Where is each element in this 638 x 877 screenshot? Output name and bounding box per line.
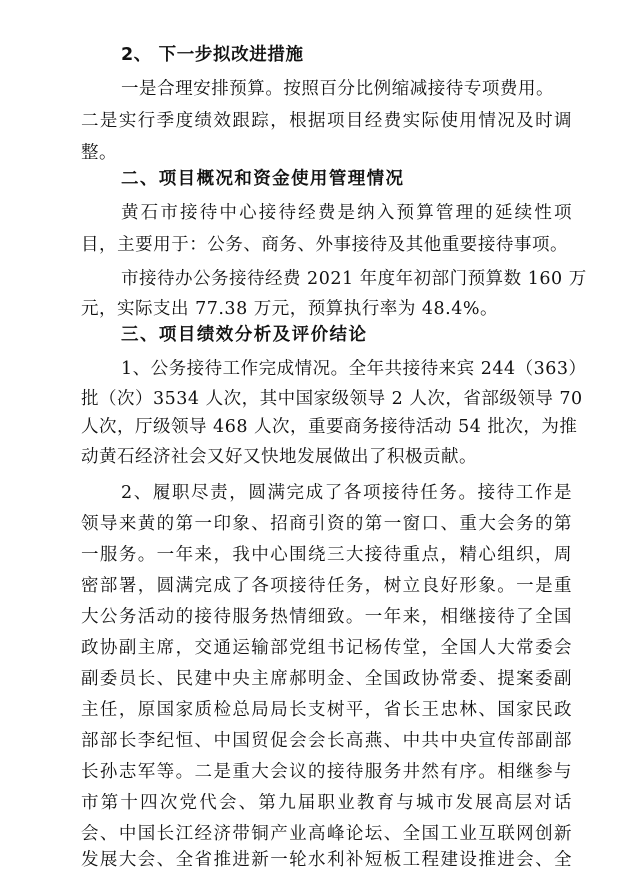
section-heading [0,162,638,196]
paragraph-text: 会、中国长江经济带铜产业高峰论坛、全国工业互联网创新 [81,824,572,844]
paragraph-text: 政协副主席，交通运输部党组书记杨传堂，全国人大常委会 [81,638,572,658]
paragraph-text: 黄石市接待中心接待经费是纳入预算管理的延续性项 [121,203,572,223]
section-heading [0,38,638,72]
paragraph-line [0,662,638,696]
paragraph-text: 二是实行季度绩效跟踪，根据项目经费实际使用情况及时调 [81,111,572,131]
paragraph-text: 市第十四次党代会、第九届职业教育与城市发展高层对话 [81,793,572,813]
paragraph-line [0,843,638,877]
paragraph-line [0,600,638,634]
paragraph-line [0,228,638,262]
paragraph-text: 长孙志军等。二是重大会议的接待服务井然有序。相继参与 [81,762,572,782]
paragraph-text: 人次，厅级领导 468 人次，重要商务接待活动 54 批次，为推 [81,417,578,437]
paragraph-line [0,631,638,665]
paragraph-line [0,538,638,572]
paragraph-text: 2、履职尽责，圆满完成了各项接待任务。接待工作是 [121,483,572,503]
paragraph-text: 密部署，圆满完成了各项接待任务，树立良好形象。一是重 [81,576,572,596]
paragraph-text: 发展大会、全省推进新一轮水利补短板工程建设推进会、全 [81,850,572,870]
section-heading-text: 三、项目绩效分析及评价结论 [121,325,366,345]
paragraph-text: 元，实际支出 77.38 万元，预算执行率为 48.4%。 [81,299,498,319]
paragraph-text: 动黄石经济社会又好又快地发展做出了积极贡献。 [81,447,477,467]
paragraph-line [0,352,638,386]
paragraph-text: 目，主要用于：公务、商务、外事接待及其他重要接待事项。 [81,235,568,255]
paragraph-line [0,476,638,510]
section-heading [0,318,638,352]
paragraph-text: 整。 [81,143,117,163]
paragraph-text: 领导来黄的第一印象、招商引资的第一窗口、重大会务的第 [81,514,572,534]
paragraph-line [0,262,638,296]
paragraph-text: 批（次）3534 人次，其中国家级领导 2 人次，省部级领导 70 [81,389,583,409]
paragraph-line [0,507,638,541]
section-heading-text: 二、项目概况和资金使用管理情况 [121,169,403,189]
paragraph-text: 大公务活动的接待服务热情细致。一年来，相继接待了全国 [81,607,572,627]
paragraph-text: 1、公务接待工作完成情况。全年共接待来宾 244（363） [121,359,587,379]
paragraph-line [0,104,638,138]
paragraph-text: 主任，原国家质检总局局长支树平，省长王忠林、国家民政 [81,700,572,720]
paragraph-line [0,786,638,820]
paragraph-line [0,196,638,230]
paragraph-line [0,724,638,758]
paragraph-line [0,755,638,789]
section-heading-text: 2、 下一步拟改进措施 [121,45,303,65]
paragraph-line [0,72,638,106]
paragraph-line [0,569,638,603]
paragraph-text: 副委员长、民建中央主席郝明金、全国政协常委、提案委副 [81,669,572,689]
paragraph-line [0,440,638,474]
paragraph-line [0,410,638,444]
paragraph-line [0,693,638,727]
paragraph-text: 一是合理安排预算。按照百分比例缩减接待专项费用。 [121,79,554,99]
paragraph-text: 一服务。一年来，我中心围绕三大接待重点，精心组织，周 [81,545,572,565]
paragraph-text: 市接待办公务接待经费 2021 年度年初部门预算数 160 万 [121,269,587,289]
paragraph-text: 部部长李纪恒、中国贸促会会长高燕、中共中央宣传部副部 [81,731,572,751]
